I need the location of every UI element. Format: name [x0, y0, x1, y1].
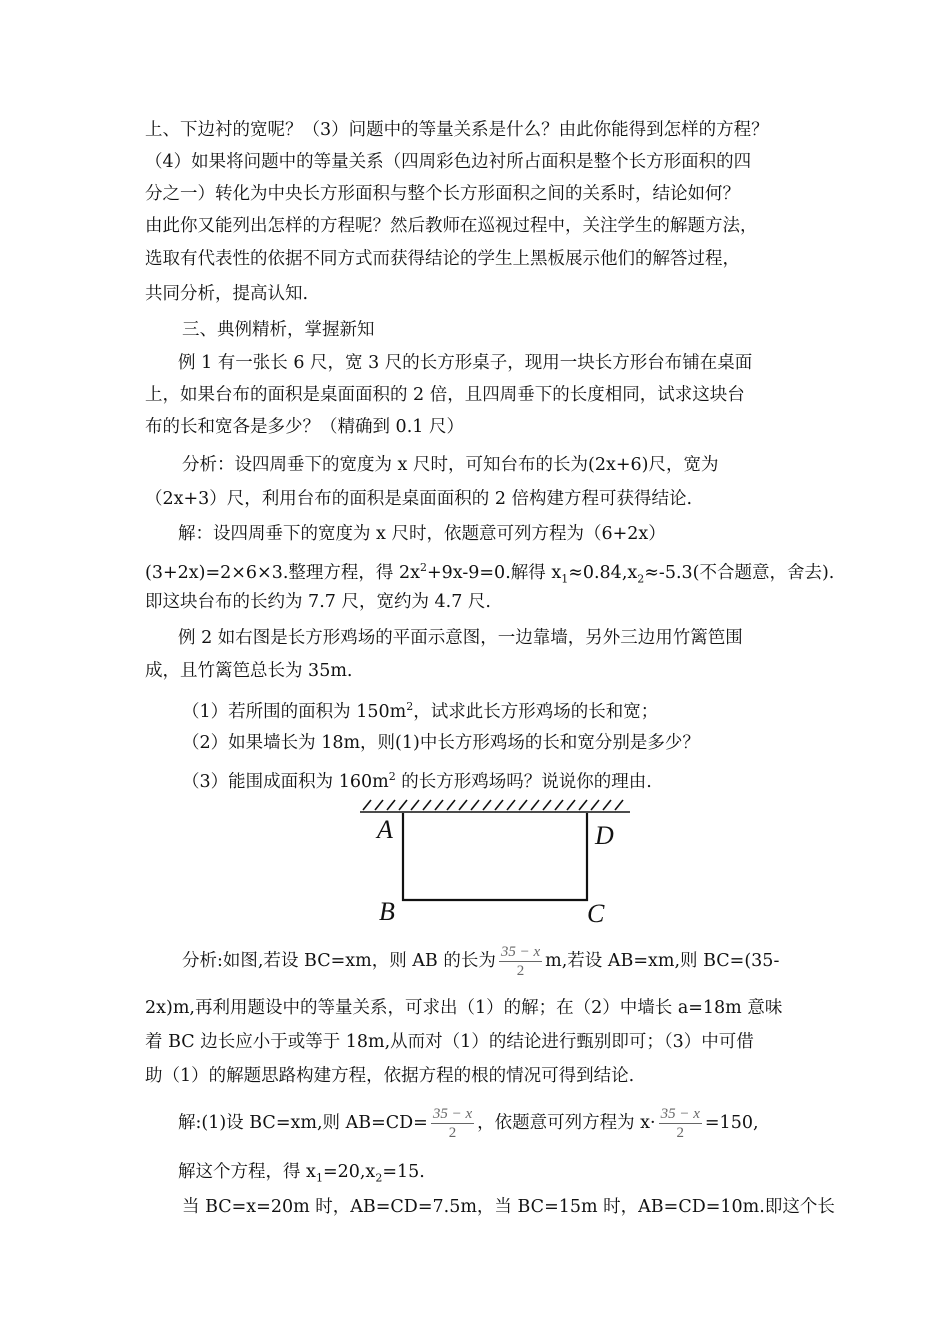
paragraph-line: 上、下边衬的宽呢？（3）问题中的等量关系是什么？由此你能得到怎样的方程？	[145, 120, 769, 140]
analysis-2-line: 着 BC 边长应小于或等于 18m,从而对（1）的结论进行甄别即可；（3）中可借	[145, 1032, 754, 1052]
paragraph-line: 共同分析，提高认知.	[145, 284, 309, 304]
fraction: $\frac{35 - x}{2}$	[432, 1106, 473, 1141]
fraction: $\frac{35 - x}{2}$	[660, 1106, 700, 1141]
analysis-line: 分析：设四周垂下的宽度为 x 尺时，可知台布的长为(2x+6)尺，宽为	[182, 455, 719, 475]
paragraph-line: 由此你又能列出怎样的方程呢？然后教师在巡视过程中，关注学生的解题方法，	[145, 216, 758, 236]
label-d: D	[595, 821, 614, 850]
question-3: （3）能围成面积为 $160m^2$ 的长方形鸡场吗？说说你的理由.	[182, 770, 652, 792]
paragraph-line: （4）如果将问题中的等量关系（四周彩色边衬所占面积是整个长方形面积的四	[145, 152, 752, 172]
chicken-yard-diagram	[355, 796, 640, 931]
solution-line: 即这块台布的长约为 7.7 尺，宽约为 4.7 尺.	[145, 592, 491, 612]
fence-rectangle	[403, 813, 587, 900]
analysis-2-line: 助（1）的解题思路构建方程，依据方程的根的情况可得到结论.	[145, 1066, 635, 1086]
solution-2-line: 解这个方程，得 $x_1=20,x_2=15$.	[178, 1162, 425, 1185]
label-b: B	[379, 897, 395, 926]
solution-2-line: 解:(1)设 BC=xm,则 AB=CD= $\frac{35 - x}{2}$ ，依题意可列方程为 x· $\frac{35 - x}{2}$ =150,	[178, 1106, 759, 1141]
example-1-line: 布的长和宽各是多少？（精确到 0.1 尺）	[145, 417, 464, 437]
solution-2-line: 当 BC=x=20m 时，AB=CD=7.5m，当 BC=15m 时，AB=CD=10m.即这个长	[182, 1197, 835, 1217]
section-heading: 三、典例精析，掌握新知	[182, 320, 375, 340]
example-2-line: 例 2 如右图是长方形鸡场的平面示意图，一边靠墙，另外三边用竹篱笆围	[178, 628, 743, 648]
paragraph-line: 分之一）转化为中央长方形面积与整个长方形面积之间的关系时，结论如何？	[145, 184, 740, 204]
analysis-2-line: 2x)m,再利用题设中的等量关系，可求出（1）的解；在（2）中墙长 a=18m 意味	[145, 998, 783, 1018]
label-a: A	[377, 815, 393, 844]
example-1-line: 上，如果台布的面积是桌面面积的 2 倍，且四周垂下的长度相同，试求这块台	[145, 385, 745, 405]
analysis-line: （2x+3）尺，利用台布的面积是桌面面积的 2 倍构建方程可获得结论.	[145, 489, 693, 509]
fraction: $\frac{35 - x}{2}$	[500, 944, 541, 979]
question-2: （2）如果墙长为 18m，则(1)中长方形鸡场的长和宽分别是多少？	[182, 733, 700, 753]
wall-hatching	[360, 800, 630, 812]
question-1: （1）若所围的面积为 $150m^2$，试求此长方形鸡场的长和宽；	[182, 700, 659, 722]
example-1-line: 例 1 有一张长 6 尺，宽 3 尺的长方形桌子，现用一块长方形台布铺在桌面	[178, 353, 753, 373]
analysis-2-line: 分析:如图,若设 BC=xm，则 AB 的长为 $\frac{35 - x}{2}$ m,若设 AB=xm,则 BC=(35-	[182, 944, 780, 979]
example-2-line: 成，且竹篱笆总长为 35m.	[145, 661, 353, 681]
label-c: C	[587, 899, 605, 928]
solution-line: (3+2x)=2×6×3.整理方程，得 $2x^2+9x-9=0$.解得 $x_1\approx 0.84,x_2\approx-5.3$(不合题意，舍去).	[145, 561, 835, 586]
paragraph-line: 选取有代表性的依据不同方式而获得结论的学生上黑板展示他们的解答过程，	[145, 249, 740, 269]
solution-line: 解：设四周垂下的宽度为 x 尺时，依题意可列方程为（6+2x）	[178, 524, 666, 544]
